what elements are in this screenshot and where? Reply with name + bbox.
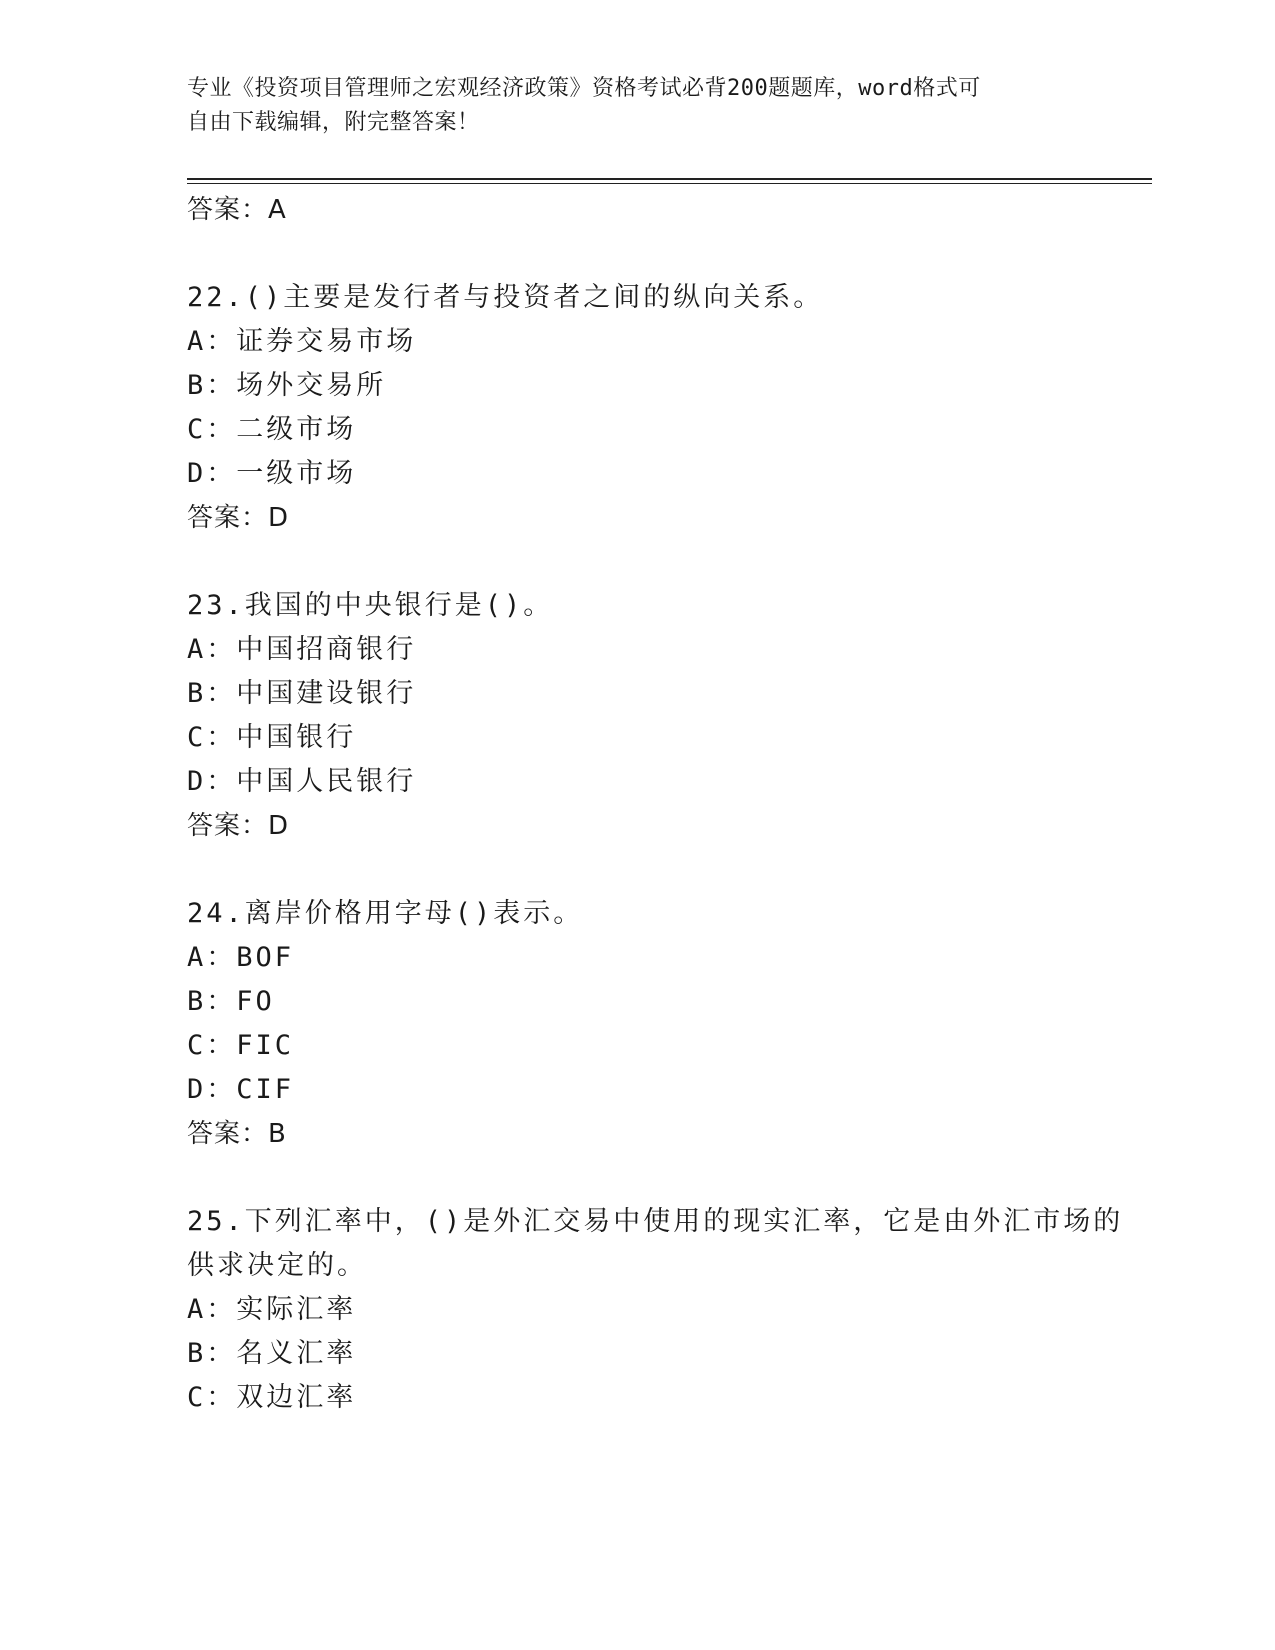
question-24-option-b: B：FO	[187, 986, 275, 1017]
question-22-stem: 22.()主要是发行者与投资者之间的纵向关系。	[187, 282, 824, 313]
question-25-option-c: C：双边汇率	[187, 1382, 357, 1413]
header-line-2: 自由下载编辑，附完整答案！	[187, 110, 480, 135]
question-24-option-c: C：FIC	[187, 1030, 295, 1061]
question-25-stem-line-2: 供求决定的。	[187, 1250, 367, 1281]
header-rule-thick	[187, 178, 1152, 180]
question-25-option-a: A：实际汇率	[187, 1294, 357, 1325]
question-25-stem-line-1: 25.下列汇率中，()是外汇交易中使用的现实汇率，它是由外汇市场的	[187, 1206, 1124, 1237]
question-22-option-c: C：二级市场	[187, 414, 357, 445]
question-24-stem: 24.离岸价格用字母()表示。	[187, 898, 584, 929]
question-24-answer: 答案：B	[187, 1119, 287, 1149]
question-23-option-b: B：中国建设银行	[187, 678, 417, 709]
question-24-option-a: A：BOF	[187, 942, 295, 973]
header-line-1: 专业《投资项目管理师之宏观经济政策》资格考试必背200题题库，word格式可	[187, 76, 981, 101]
question-22-option-a: A：证券交易市场	[187, 326, 417, 357]
question-23-option-a: A：中国招商银行	[187, 634, 417, 665]
question-23-stem: 23.我国的中央银行是()。	[187, 590, 554, 621]
answer-previous: 答案：A	[187, 195, 287, 225]
question-22-option-b: B：场外交易所	[187, 370, 387, 401]
question-25-option-b: B：名义汇率	[187, 1338, 357, 1369]
question-22-option-d: D：一级市场	[187, 458, 357, 489]
document-header	[187, 72, 1067, 140]
header-rule-thin	[187, 183, 1152, 184]
question-24-option-d: D：CIF	[187, 1074, 295, 1105]
question-23-option-c: C：中国银行	[187, 722, 357, 753]
question-23-answer: 答案：D	[187, 811, 290, 841]
question-22-answer: 答案：D	[187, 503, 290, 533]
question-23-option-d: D：中国人民银行	[187, 766, 417, 797]
